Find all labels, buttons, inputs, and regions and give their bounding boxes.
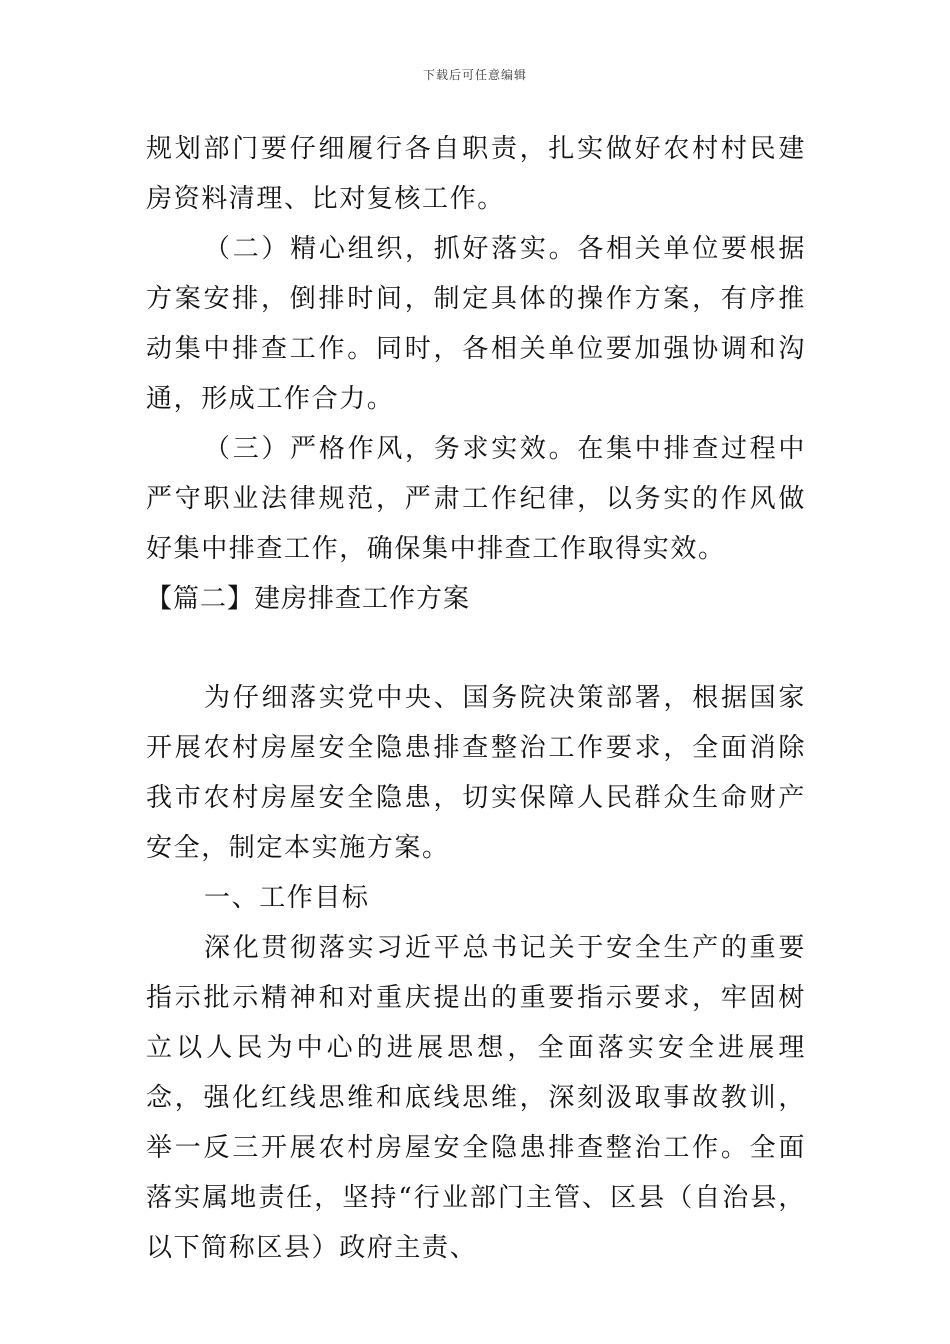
document-body bbox=[146, 124, 806, 1273]
page-header-note: 下载后可任意编辑 bbox=[422, 68, 527, 82]
paragraph-point-two: （二）精心组织，抓好落实。各相关单位要根据方案安排，倒排时间，制定具体的操作方案，有序推动集中排查工作。同时，各相关单位要加强协调和沟通，形成工作合力。 bbox=[146, 234, 806, 414]
section-spacer bbox=[146, 624, 806, 673]
paragraph-point-three: （三）严格作风，务求实效。在集中排查过程中严守职业法律规范，严肃工作纪律，以务实的作风做好集中排查工作，确保集中排查工作取得实效。 bbox=[146, 434, 806, 564]
paragraph-continuation: 规划部门要仔细履行各自职责，扎实做好农村村民建房资料清理、比对复核工作。 bbox=[146, 134, 806, 214]
section-title: 【篇二】建房排查工作方案 bbox=[146, 584, 471, 614]
paragraph-intro: 为仔细落实党中央、国务院决策部署，根据国家开展农村房屋安全隐患排查整治工作要求，全面消除我市农村房屋安全隐患，切实保障人民群众生命财产安全，制定本实施方案。 bbox=[146, 683, 806, 863]
subheading-work-goal: 一、工作目标 bbox=[204, 883, 370, 913]
paragraph-work-goal: 深化贯彻落实习近平总书记关于安全生产的重要指示批示精神和对重庆提出的重要指示要求，牢固树立以人民为中心的进展思想，全面落实安全进展理念，强化红线思维和底线思维，深刻汲取事故教训，举一反三开展农村房屋安全隐患排查整治工作。全面落实属地责任，坚持“行业部门主管、区县（自治县，以下简称区县）政府主责、 bbox=[146, 933, 806, 1263]
